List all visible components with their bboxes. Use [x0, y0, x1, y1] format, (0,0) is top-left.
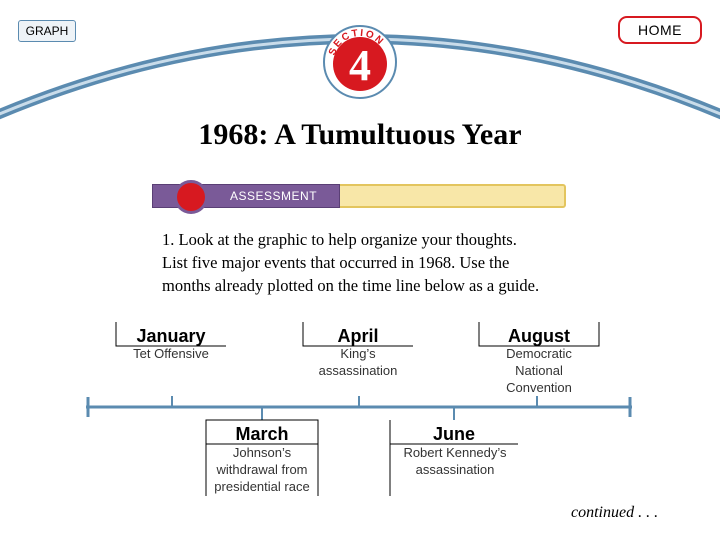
section-number: 4	[349, 41, 371, 90]
event-month-june: June	[432, 424, 475, 444]
page-title: 1968: A Tumultuous Year	[198, 118, 522, 151]
home-button-label: HOME	[620, 18, 700, 42]
event-month-march: March	[235, 424, 289, 444]
continued-note: continued . . .	[571, 504, 659, 521]
event-description-april: King’s assassination	[318, 346, 398, 378]
assessment-label: ASSESSMENT	[230, 189, 318, 203]
event-month-august: August	[508, 326, 570, 346]
event-description-august: Democratic National Convention	[506, 346, 572, 395]
section-word: SECTION	[326, 27, 387, 58]
graph-label: GRAPH	[18, 20, 76, 42]
question-line: List five major events that occurred in 1968. Use the	[162, 253, 510, 272]
event-description-january: Tet Offensive	[133, 346, 209, 361]
event-month-january: January	[136, 326, 206, 346]
question-line: months already plotted on the time line below as a guide.	[162, 276, 540, 295]
event-description-march: Johnson’s withdrawal from presidential race	[214, 445, 310, 494]
event-description-june: Robert Kennedy’s assassination	[403, 445, 507, 477]
question-line: 1. Look at the graphic to help organize your thoughts.	[162, 230, 517, 249]
event-month-april: April	[337, 326, 379, 346]
